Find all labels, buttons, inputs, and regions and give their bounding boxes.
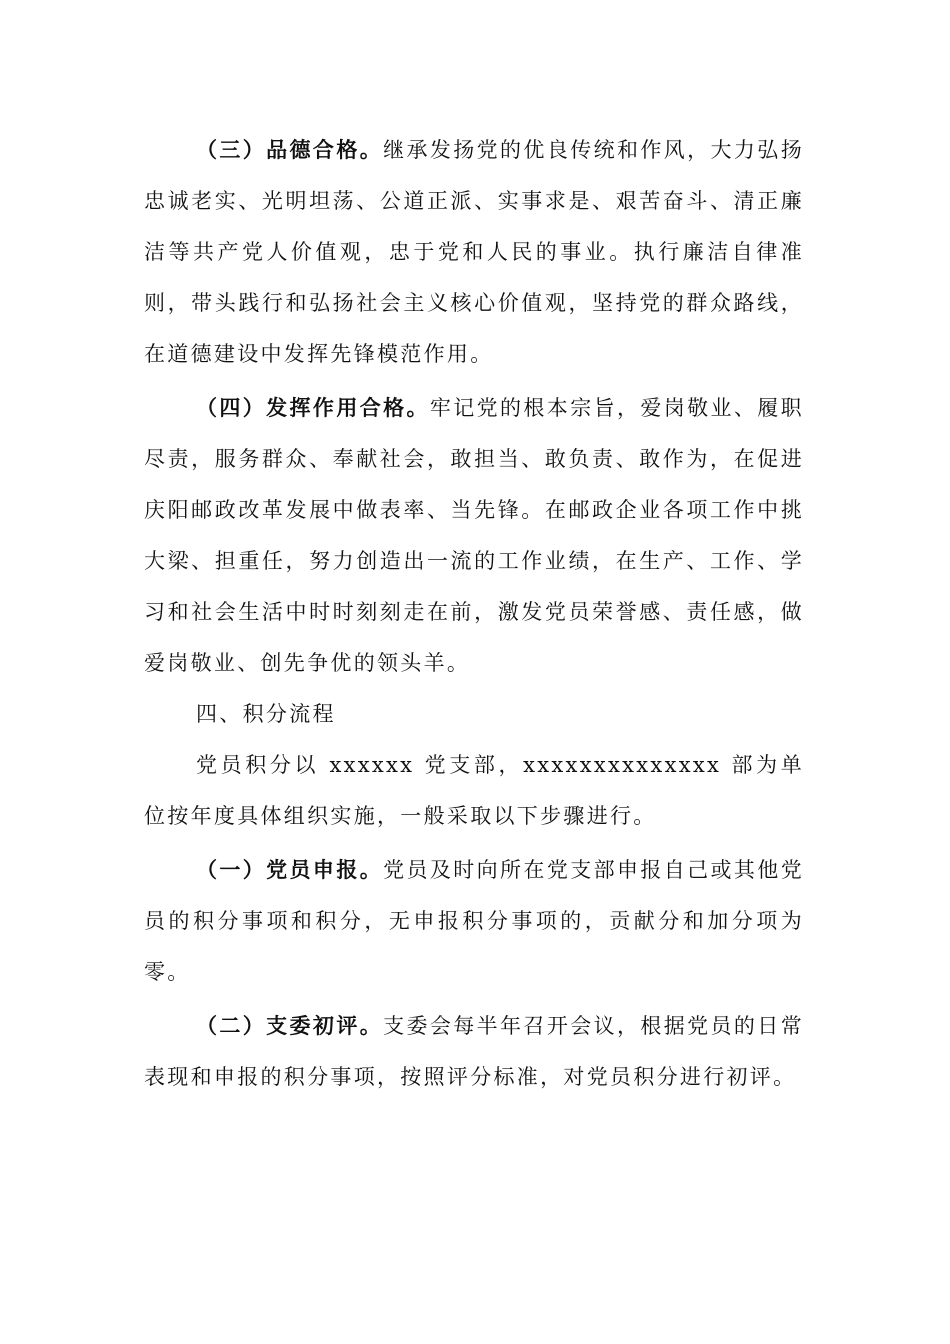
intro-paragraph: 党员积分以 xxxxxx 党支部，xxxxxxxxxxxxxx 部为单位按年度具体组织实施，一般采取以下步骤进行。 (144, 753, 804, 828)
step-text: 支委会每半年召开会议，根据党员的日常表现和申报的积分事项，按照评分标准，对党员积分进行初评。 (144, 1014, 804, 1089)
step-committee-review (144, 1000, 804, 1103)
paragraph-role-qualification (144, 382, 804, 689)
step-lead: （一）党员申报。 (196, 857, 384, 882)
step-member-declaration (144, 844, 804, 998)
paragraph-moral-qualification (144, 124, 804, 380)
step-lead: （二）支委初评。 (196, 1013, 384, 1038)
paragraph-text: 牢记党的根本宗旨，爱岗敬业、履职尽责，服务群众、奉献社会，敢担当、敢负责、敢作为，在促进庆阳邮政改革发展中做表率、当先锋。在邮政企业各项工作中挑大梁、担重任，努力创造出一流的工作业绩，在生产、工作、学习和社会生活中时时刻刻走在前，激发党员荣誉感、责任感，做爱岗敬业、创先争优的领头羊。 (144, 396, 804, 675)
section-heading: 四、积分流程 (196, 702, 336, 726)
paragraph-text: 继承发扬党的优良传统和作风，大力弘扬忠诚老实、光明坦荡、公道正派、实事求是、艰苦奋斗、清正廉洁等共产党人价值观，忠于党和人民的事业。执行廉洁自律准则，带头践行和弘扬社会主义核心价值观，坚持党的群众路线，在道德建设中发挥先锋模范作用。 (144, 138, 804, 366)
document-body (144, 124, 804, 1103)
paragraph-lead: （四）发挥作用合格。 (196, 395, 430, 420)
paragraph-lead: （三）品德合格。 (196, 137, 384, 162)
step-text: 党员及时向所在党支部申报自己或其他党员的积分事项和积分，无申报积分事项的，贡献分和加分项为零。 (144, 858, 804, 984)
